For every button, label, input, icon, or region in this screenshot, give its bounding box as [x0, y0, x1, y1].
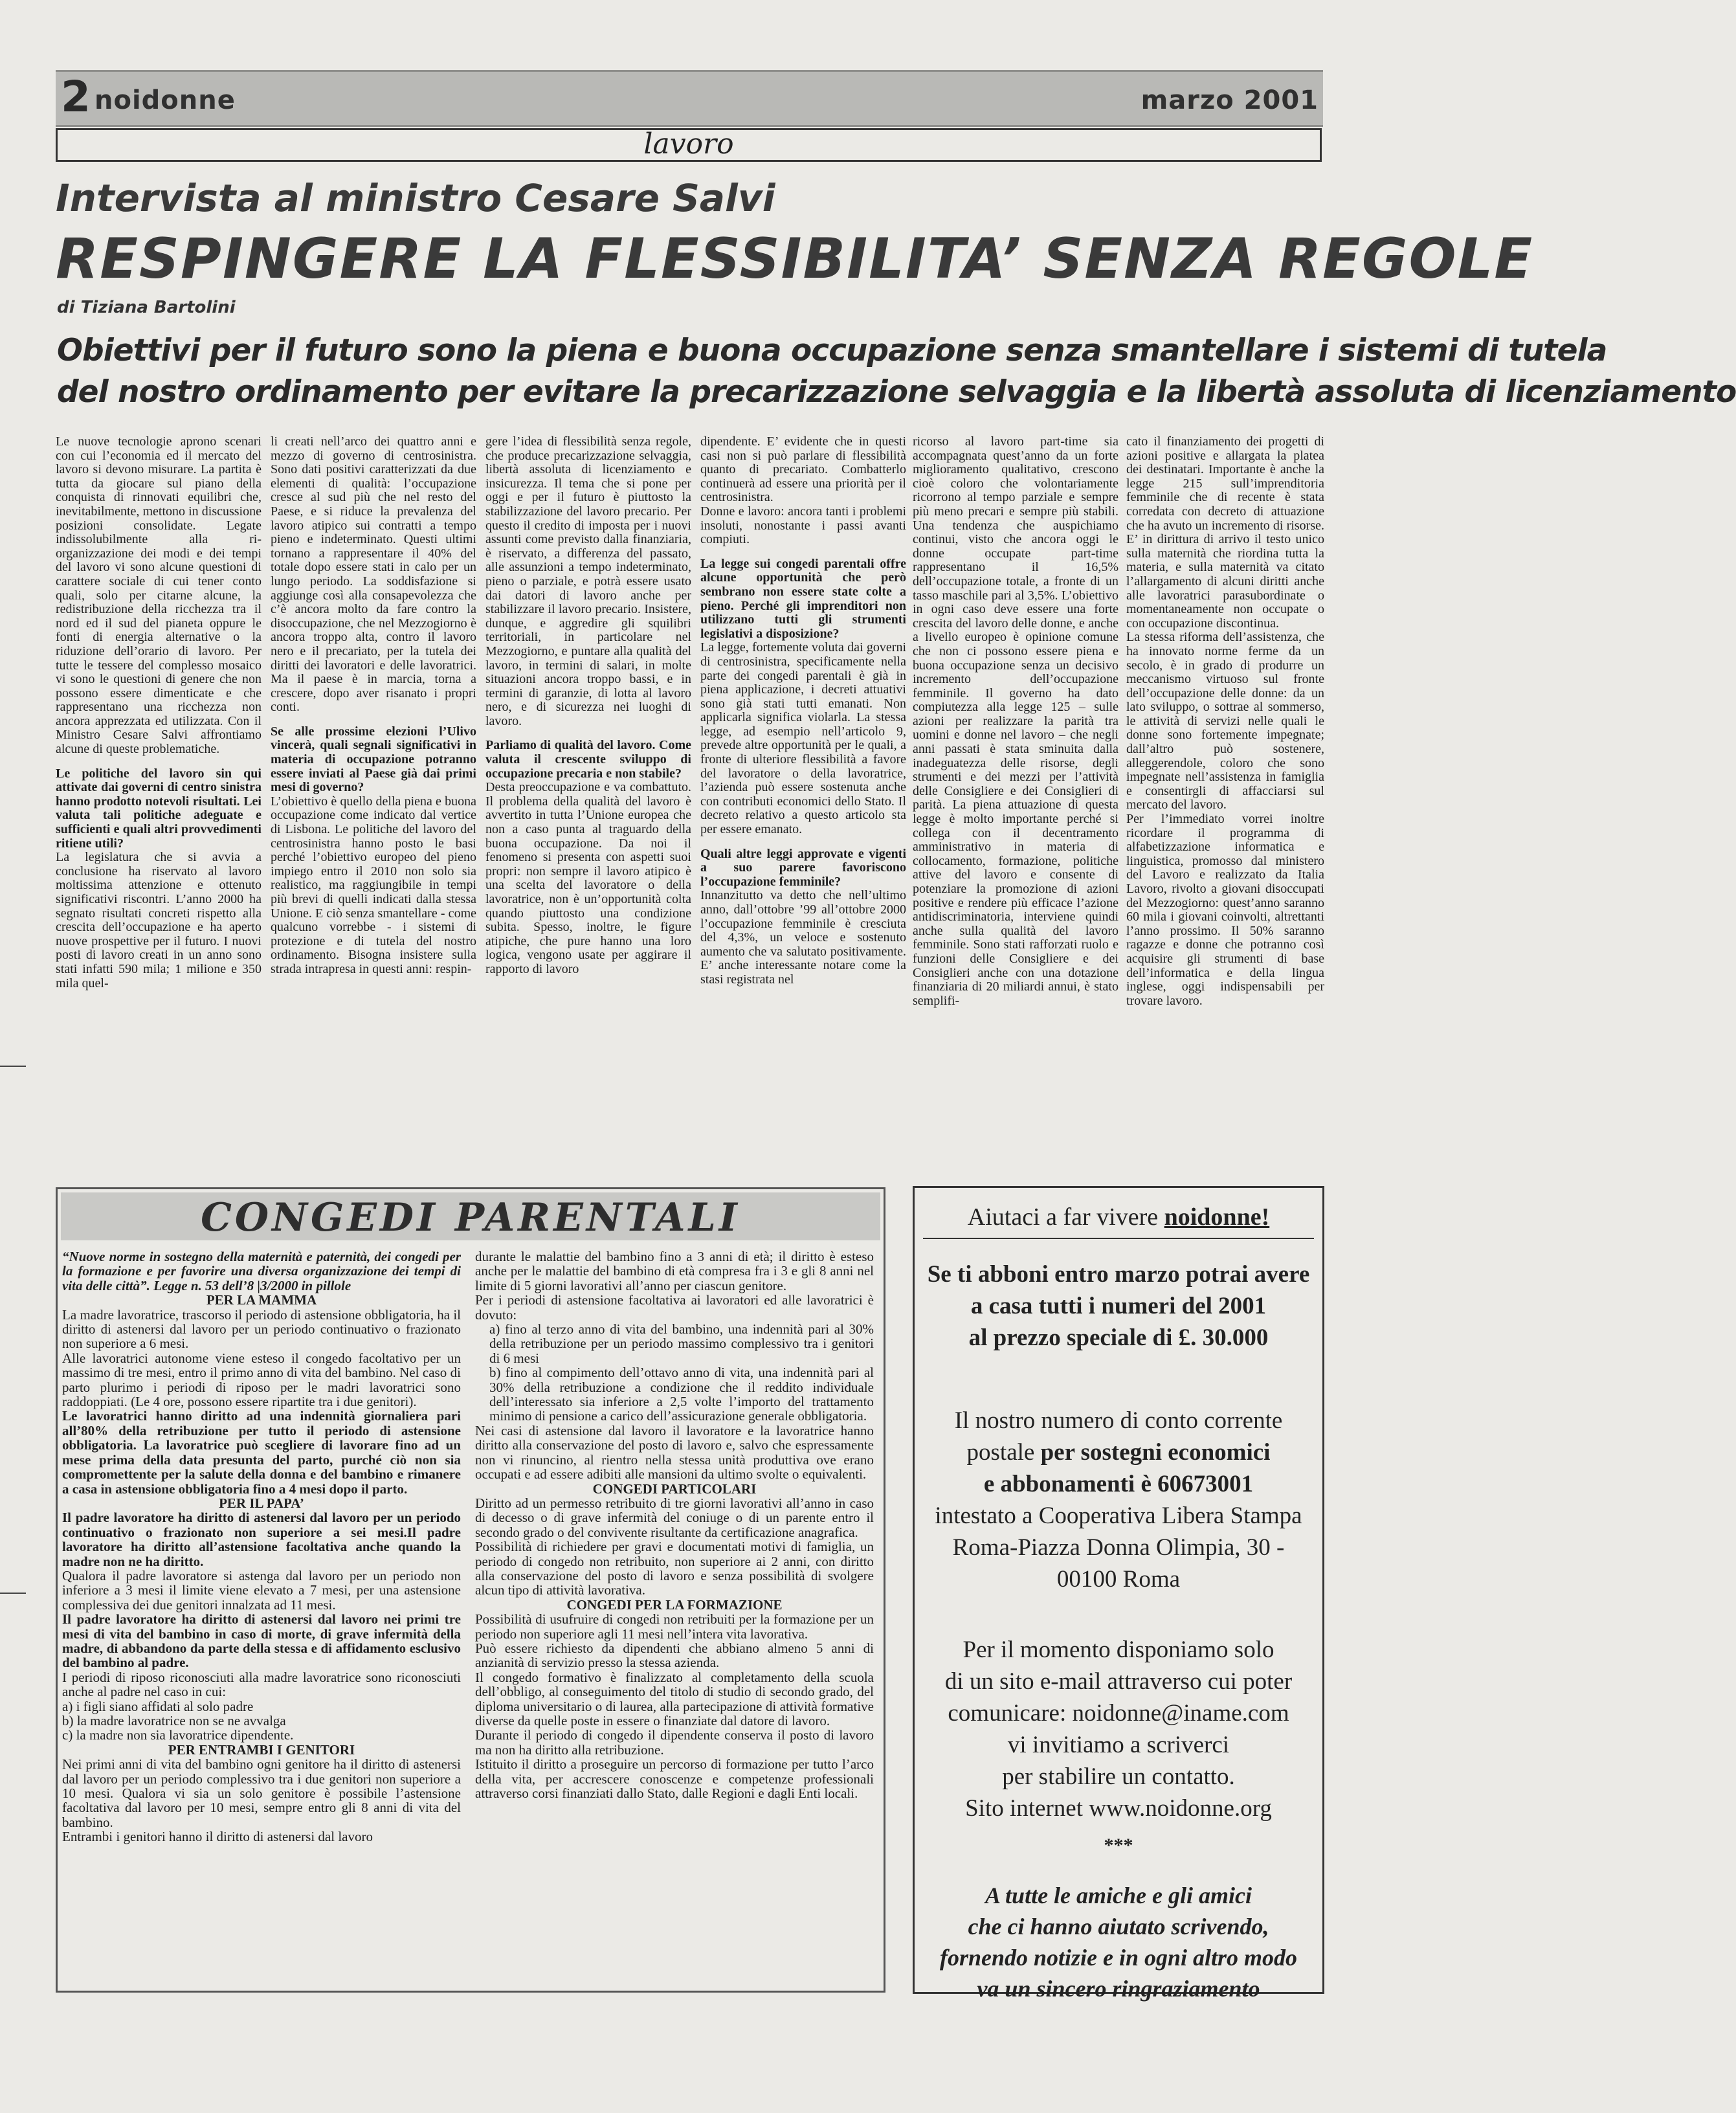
ad-thanks — [915, 1880, 1322, 2004]
article-headline: RESPINGERE LA FLESSIBILITA’ SENZA REGOLE — [56, 227, 1534, 291]
paragraph: Alle lavoratrici autonome viene esteso il congedo facoltativo per un massimo di tre mesi, entro il primo anno di vita del bambino. Nel caso di parto plurimo i periodi di riposo per le madri lavoratrici sono raddoppiati. (Le 4 ore, possono essere ripartite tra i due genitori). — [62, 1350, 461, 1410]
ad-title — [915, 1203, 1322, 1231]
list-item: b) fino al compimento dell’ottavo anno di vita, una indennità pari al 30% della retribuzione a condizione che il reddito individuale dell’interessato sia inferiore a 2,5 volte l’importo del trattamento minimo di pensione a carico dell’assicurazione generale obbligatoria. — [489, 1365, 874, 1424]
ad-line: Per il momento disponiamo solo — [963, 1637, 1274, 1663]
article-kicker: Intervista al ministro Cesare Salvi — [56, 176, 775, 220]
list-item: b) la madre lavoratrice non se ne avvalga — [62, 1713, 286, 1728]
congedi-intro: “Nuove norme in sostegno della maternità e paternità, dei congedi per la formazione e per favorire una diversa organizzazione dei tempi di vita delle città”. Legge n. 53 dell’8 |3/2000 in pillole — [62, 1249, 461, 1293]
paragraph: Diritto ad un permesso retribuito di tre giorni lavorativi all’anno in caso di decesso o di grave infermità del coniuge o di un parente entro il secondo grado o del convivente risultante da certificazione anagrafica. — [475, 1495, 874, 1540]
ad-line-bold: per sostegni economici — [1040, 1439, 1271, 1466]
article-column-6 — [1126, 435, 1324, 1164]
interview-question: Se alle prossime elezioni l’Ulivo vincerà, quali segnali significativi in materia di occupazione potranno essere inviati al Paese già dai primi mesi di governo? — [271, 724, 476, 795]
paragraph: I periodi di riposo riconosciuti alla madre lavoratrice sono riconosciuti anche al padre nel caso in cui: — [62, 1669, 461, 1700]
paragraph: La stessa riforma dell’assistenza, che ha innovato norme ferme da un secolo, è in grado di produrre un meccanismo virtuoso sul fronte dell’occupazione delle donne: da un lato sviluppo, o sottrae al sommerso, le attività di servizi nelle quali le donne sono fortemente impegnate; dall’altro può sostenere, alleggerendole, coloro che sono impegnate nell’assistenza in famiglia e consentirgli di affacciarsi sul mercato del lavoro. — [1126, 630, 1324, 812]
congedi-heading-papa: PER IL PAPA’ — [219, 1495, 304, 1511]
paragraph: Per i periodi di astensione facoltativa ai lavoratori ed alle lavoratrici è dovuto: — [475, 1292, 874, 1323]
article-subhead-line2: del nostro ordinamento per evitare la precarizzazione selvaggia e la libertà assoluta di licenziamento — [57, 374, 1736, 410]
ad-title-text: Aiutaci a far vivere — [967, 1203, 1164, 1231]
paragraph: Donne e lavoro: ancora tanti i problemi insoluti, nonostante i passi avanti compiuti. — [700, 504, 906, 547]
list-item: a) fino al terzo anno di vita del bambino, una indennità pari al 30% della retribuzione per un periodo massimo complessivo tra i genitori di 6 mesi — [489, 1321, 874, 1366]
ad-website: Sito internet www.noidonne.org — [965, 1795, 1272, 1822]
paragraph: durante le malattie del bambino fino a 3 anni di età; il diritto è esteso anche per le malattie del bambino di età compresa fra i 3 e gli 8 anni nel limite di 5 giorni lavorativi all’anno per ciascun genitore. — [475, 1249, 874, 1293]
paragraph: gere l’idea di flessibilità senza regole, che produce precarizzazione selvaggia, libertà assoluta di licenziamento e insicurezza. Il tema che si pone per oggi e per il futuro è piuttosto la stabilizzazione del lavoro precario. Per questo il credito di imposta per i nuovi assunti come previsto dalla finanziaria, è riservato, a differenza del passato, alle assunzioni a tempo indeterminato, pieno o parziale, e potrà essere usato dai datori di lavoro anche per stabilizzare il lavoro precario. Insistere, dunque, e aggredire gli squilibri territoriali, in particolare nel Mezzogiorno, e puntare alla qualità del lavoro, in termini di salari, in molte situazioni ancora troppo bassi, e in termini di garanzie, di lotta al lavoro nero, e di sicurezza nei luoghi di lavoro. — [485, 434, 691, 728]
ad-offer — [915, 1258, 1322, 1354]
ad-line: 00100 Roma — [1056, 1566, 1181, 1593]
congedi-heading-particolari: CONGEDI PARTICOLARI — [592, 1481, 757, 1497]
ad-line: va un sincero ringraziamento — [977, 1976, 1260, 2002]
paragraph: Le lavoratrici hanno diritto ad una indennità giornaliera pari all’80% della retribuzione per tutto il periodo di astensione obbligatoria. La lavoratrice può scegliere di lavorare fino ad un mese prima della data presunta del parto, purché ciò non sia compromettente per la salute della donna e del bambino e rimanere a casa in astensione obbligatoria fino a 4 mesi dopo il parto. — [62, 1408, 461, 1497]
ad-separator-stars: *** — [1104, 1835, 1133, 1856]
article-column-4 — [700, 435, 906, 1164]
ad-line: Roma-Piazza Donna Olimpia, 30 - — [952, 1534, 1285, 1561]
congedi-column-right — [475, 1249, 874, 1985]
article-byline: di Tiziana Bartolini — [57, 298, 236, 317]
paragraph: Il congedo formativo è finalizzato al completamento della scuola dell’obbligo, al conseguimento del titolo di studio di secondo grado, del diploma universitario o di laurea, alla partecipazione di attività formative diverse da quelle poste in essere o finanziate dal datore di lavoro. — [475, 1669, 874, 1728]
list-item: c) la madre non sia lavoratrice dipendente. — [62, 1727, 294, 1743]
paragraph: Entrambi i genitori hanno il diritto di astenersi dal lavoro — [62, 1829, 373, 1845]
paragraph: Qualora il padre lavoratore si astenga dal lavoro per un periodo non inferiore a 3 mesi il limite viene elevato a 7 mesi, per una astensione complessiva dei due genitori innalzata ad 11 mesi. — [62, 1567, 461, 1613]
article-column-3 — [485, 435, 691, 1164]
article-column-2 — [271, 435, 476, 1164]
paragraph: Possibilità di richiedere per gravi e documentati motivi di famiglia, un periodo di congedo non retribuito, non superiore ai 2 anni, con diritto alla conservazione del posto di lavoro e senza possibilità di svolgere alcun tipo di attività lavorativa. — [475, 1539, 874, 1598]
paragraph: Istituito il diritto a proseguire un percorso di formazione per tutto l’arco della vita, per accrescere conoscenze e competenze professionali attraverso corsi finanziati dallo Stato, dalle Regioni e dagli Enti locali. — [475, 1756, 874, 1802]
margin-mark — [0, 1593, 26, 1594]
interview-question: Quali altre leggi approvate e vigenti a suo parere favoriscono l’occupazione femminile? — [700, 846, 906, 889]
page-header-band — [56, 70, 1323, 127]
ad-line: fornendo notizie e in ogni altro modo — [939, 1945, 1298, 1971]
ad-account-number: e abbonamenti è 60673001 — [983, 1471, 1254, 1497]
ad-email: comunicare: noidonne@iname.com — [948, 1700, 1289, 1727]
ad-line: intestato a Cooperativa Libera Stampa — [935, 1503, 1302, 1529]
section-label-box — [56, 128, 1322, 162]
paragraph: Desta preoccupazione e va combattuto. Il problema della qualità del lavoro è avvertito in tutta l’Unione europea che non a caso punta al traguardo della buona occupazione. Da noi il fenomeno si presenta con aspetti suoi propri: non sempre il lavoro atipico è una scelta del lavoratore o della lavoratrice, non è un’opportunità colta quando piuttosto una condizione subita. Spesso, inoltre, le figure atipiche, che pure hanno una loro logica, vengono usate per aggirare il rapporto di lavoro — [485, 780, 691, 976]
ad-title-brand: noidonne! — [1164, 1203, 1270, 1231]
section-label: lavoro — [643, 128, 734, 161]
article-subhead-line1: Obiettivi per il futuro sono la piena e buona occupazione senza smantellare i sistemi di tutela — [57, 333, 1607, 368]
congedi-column-left — [62, 1249, 461, 1985]
paragraph: Innanzitutto va detto che nell’ultimo anno, dall’ottobre ’99 all’ottobre 2000 l’occupazione femminile è cresciuta del 4,3%, un veloce e sostenuto aumento che va salutato positivamente. E’ anche interessante notare come la stasi registrata nel — [700, 888, 906, 987]
ad-line: Se ti abboni entro marzo potrai avere — [927, 1261, 1310, 1288]
article-column-5 — [913, 435, 1118, 1164]
paragraph: Nei casi di astensione dal lavoro il lavoratore e la lavoratrice hanno diritto alla conservazione del posto di lavoro e, salvo che espressamente non vi rinuncino, al rientro nella stessa unità produttiva ove erano occupati e ad essere adibiti alle mansioni da ultimo svolte o equivalenti. — [475, 1422, 874, 1482]
congedi-heading-formazione: CONGEDI PER LA FORMAZIONE — [566, 1596, 783, 1613]
paragraph: li creati nell’arco dei quattro anni e mezzo di governo di centrosinistra. Sono dati positivi caratterizzati da due elementi di qualità: l’occupazione cresce al sud più che nel resto del Paese, e si riduce la prevalenza del lavoro atipico sui contratti a tempo pieno e indeterminato. Questi ultimi tornano a rappresentare il 40% del totale dopo essere stati in calo per un lungo periodo. La soddisfazione si aggiunge così alla consapevolezza che c’è ancora molto da fare contro la disoccupazione, che nel Mezzogiorno è ancora troppo alta, contro il lavoro nero e il precariato, per la tutela dei diritti dei lavoratori e delle lavoratrici. Ma il paese è in marcia, torna a crescere, dopo aver risanato i propri conti. — [271, 434, 476, 715]
paragraph: cato il finanziamento dei progetti di azioni positive e allargata la platea dei destinatari. Importante è anche la legge 215 sull’imprenditoria femminile che di recente è stata corredata con decreto di attuazione che ha avuto un incremento di risorse. E’ in dirittura di arrivo il testo unico sulla maternità che riordina tutta la materia, e sulla maternità va citato l’allargamento di alcuni diritti anche alle lavoratrici parasubordinate o momentaneamente non occupate o con occupazione discontinua. — [1126, 434, 1324, 631]
paragraph: Possibilità di usufruire di congedi non retribuiti per la formazione per un periodo non superiore agli 11 mesi nell’intera vita lavorativa. — [475, 1611, 874, 1642]
paragraph: ricorso al lavoro part-time sia accompagnata quest’anno da un forte miglioramento qualitativo, crescono cioè coloro che volontariamente ricorrono al tempo parziale e sempre più meno precari e sempre più stabili. Una tendenza che auspichiamo continui, visto che ancora oggi le donne occupate part-time rappresentano il 16,5% dell’occupazione totale, a fronte di un tasso maschile pari al 3,5%. L’obiettivo in ogni caso deve essere una forte crescita del lavoro delle donne, e anche a livello europeo è opinione comune che non ci possono essere piena e buona occupazione senza un decisivo incremento dell’occupazione femminile. Il governo ha dato compiutezza alla legge 125 – sulle azioni per realizzare la parità tra uomini e donne nel lavoro – che negli anni passati è stata sminuita dalla inadeguatezza delle risorse, degli strumenti e dei mezzi per l’attività delle Consigliere e dei Consiglieri di parità. La piena attuazione di questa legge è molto importante perché si collega con il decentramento amministrativo in materia di collocamento, formazione, politiche attive del lavoro e consente di potenziare la promozione di azioni positive e rendere più efficace l’azione antidiscriminatoria, interviene quindi anche sulla qualità del lavoro femminile. Sono stati rafforzati ruolo e funzioni delle Consigliere e dei Consiglieri anche con una dotazione finanziaria di 20 miliardi annui, è stato semplifi- — [913, 434, 1118, 1008]
magazine-name: noidonne — [95, 85, 236, 115]
ad-line: che ci hanno aiutato scrivendo, — [968, 1914, 1269, 1940]
paragraph: Il padre lavoratore ha diritto di astenersi dal lavoro nei primi tre mesi di vita del bambino in caso di morte, di grave infermità della madre, di abbandono da parte della stessa e di affidamento esclusivo del bambino al padre. — [62, 1611, 461, 1671]
ad-line: a casa tutti i numeri del 2001 — [970, 1293, 1267, 1319]
paragraph: Per l’immediato vorrei inoltre ricordare il programma di alfabetizzazione informatica e linguistica, promosso dal ministero del Lavoro e realizzato da Italia Lavoro, rivolto a giovani disoccupati del Mezzogiorno: quest’anno saranno 60 mila i giovani coinvolti, altrettanti l’anno prossimo. Il 50% saranno ragazze e donne che potranno così acquisire gli strumenti di base dell’informatica e della lingua inglese, oggi indispensabili per trovare lavoro. — [1126, 812, 1324, 1008]
ad-line: Il nostro numero di conto corrente — [954, 1407, 1283, 1434]
issue-date: marzo 2001 — [1141, 85, 1319, 115]
ad-title-divider — [923, 1238, 1314, 1239]
page-number: 2 — [61, 72, 91, 122]
paragraph: Nei primi anni di vita del bambino ogni genitore ha il diritto di astenersi dal lavoro per un periodo complessivo tra i due genitori non superiore a 10 mesi. Qualora vi sia un solo genitore è possibile l’astensione facoltativa dal lavoro per 10 mesi, sempre entro gli 8 anni di vita del bambino. — [62, 1756, 461, 1830]
paragraph: La legge, fortemente voluta dai governi di centrosinistra, specificamente nella parte dei congedi parentali è già in piena applicazione, i decreti attuativi sono già stati tutti emanati. Non applicarla significa violarla. La stessa legge, ad esempio nell’articolo 9, prevede altre opportunità per le quali, a fronte di ulteriore flessibilità a favore del lavoratore o della lavoratrice, l’azienda può essere sostenuta anche con contributi economici dello Stato. Il decreto relativo a questo articolo sta per essere emanato. — [700, 640, 906, 837]
paragraph: Le nuove tecnologie aprono scenari con cui l’economia ed il mercato del lavoro si devono misurare. La partita è tutta da giocare sul piano della conquista di rinnovati equilibri che, inevitabilmente, mettono in discussione posizioni consolidate. Legate indissolubilmente alla ri-organizzazione dei modi e dei tempi del lavoro vi sono alcune questioni di carattere sociale di cui tener conto quali, solo per citarne alcune, la redistribuzione della ricchezza tra il nord ed il sud del pianeta oppure le fonti di energia alternative o la riduzione dell’orario di lavoro. Per tutte le tessere del complesso mosaico vi sono le questioni di genere che non possono essere dimenticate e che rappresentano una ricchezza non ancora apprezzata ed utilizzata. Con il Ministro Cesare Salvi affrontiamo alcune di queste problematiche. — [56, 434, 262, 757]
interview-question: La legge sui congedi parentali offre alcune opportunità che però sembrano non essere state colte a pieno. Perché gli imprenditori non utilizzano tutti gli strumenti legislativi a disposizione? — [700, 556, 906, 641]
paragraph: Durante il periodo di congedo il dipendente conserva il posto di lavoro ma non ha diritto alla retribuzione. — [475, 1727, 874, 1758]
congedi-title: CONGEDI PARENTALI — [201, 1195, 740, 1240]
interview-question: Parliamo di qualità del lavoro. Come valuta il crescente sviluppo di occupazione precaria e non stabile? — [485, 738, 691, 781]
margin-mark — [0, 1066, 26, 1067]
ad-line: di un sito e-mail attraverso cui poter — [944, 1668, 1293, 1695]
paragraph: La madre lavoratrice, trascorso il periodo di astensione obbligatoria, ha il diritto di astenersi dal lavoro per un periodo continuativo o frazionato non superiore a 6 mesi. — [62, 1306, 461, 1352]
congedi-heading-entrambi: PER ENTRAMBI I GENITORI — [168, 1741, 355, 1758]
paragraph: La legislatura che si avvia a conclusione ha riservato al lavoro moltissima attenzione e ottenuto significativi riscontri. L’anno 2000 ha segnato risultati concreti rispetto alla crescita dell’occupazione e ha aperto nuove prospettive per il futuro. I nuovi posti di lavoro creati in un anno sono stati infatti 590 mila; 1 milione e 350 mila quel- — [56, 850, 262, 990]
ad-line: per stabilire un contatto. — [1002, 1763, 1235, 1790]
interview-question: Le politiche del lavoro sin qui attivate dai governi di centro sinistra hanno prodotto notevoli risultati. Lei valuta tali politiche adeguate e sufficienti e quali altri provvedimenti ritiene utili? — [56, 766, 262, 851]
ad-line — [915, 1437, 1322, 1468]
ad-contact-info — [915, 1634, 1322, 1824]
ad-line: al prezzo speciale di £. 30.000 — [968, 1325, 1269, 1351]
article-column-1 — [56, 435, 262, 1164]
ad-payment-info — [915, 1405, 1322, 1595]
paragraph: Il padre lavoratore ha diritto di astenersi dal lavoro per un periodo continuativo o frazionato non superiore a sei mesi.Il padre lavoratore ha diritto all’astensione facoltativa anche quando la madre non ne ha diritto. — [62, 1510, 461, 1569]
ad-line-text: postale — [966, 1439, 1041, 1466]
ad-line: A tutte le amiche e gli amici — [985, 1883, 1252, 1908]
paragraph: L’obiettivo è quello della piena e buona occupazione come indicato dal vertice di Lisbona. Le politiche del lavoro del centrosinistra hanno posto le basi perché l’obiettivo europeo del pieno impiego entro il 2010 non solo sia realistico, ma raggiungibile in tempi più brevi di quelli indicati dalla stessa Unione. E ciò senza smantellare - come qualcuno vorrebbe - i sistemi di protezione e di tutela del nostro ordinamento. Bisogna insistere sulla strada intrapresa in questi anni: respin- — [271, 794, 476, 976]
paragraph: dipendente. E’ evidente che in questi casi non si può parlare di flessibilità quanto di precariato. Combatterlo continuerà ad essere una priorità per il centrosinistra. — [700, 434, 906, 505]
ad-line: vi invitiamo a scriverci — [1007, 1732, 1230, 1758]
paragraph: Può essere richiesto da dipendenti che abbiano almeno 5 anni di anzianità di servizio presso la stessa azienda. — [475, 1640, 874, 1671]
congedi-heading-mamma: PER LA MAMMA — [206, 1292, 317, 1308]
list-item: a) i figli siano affidati al solo padre — [62, 1698, 254, 1714]
